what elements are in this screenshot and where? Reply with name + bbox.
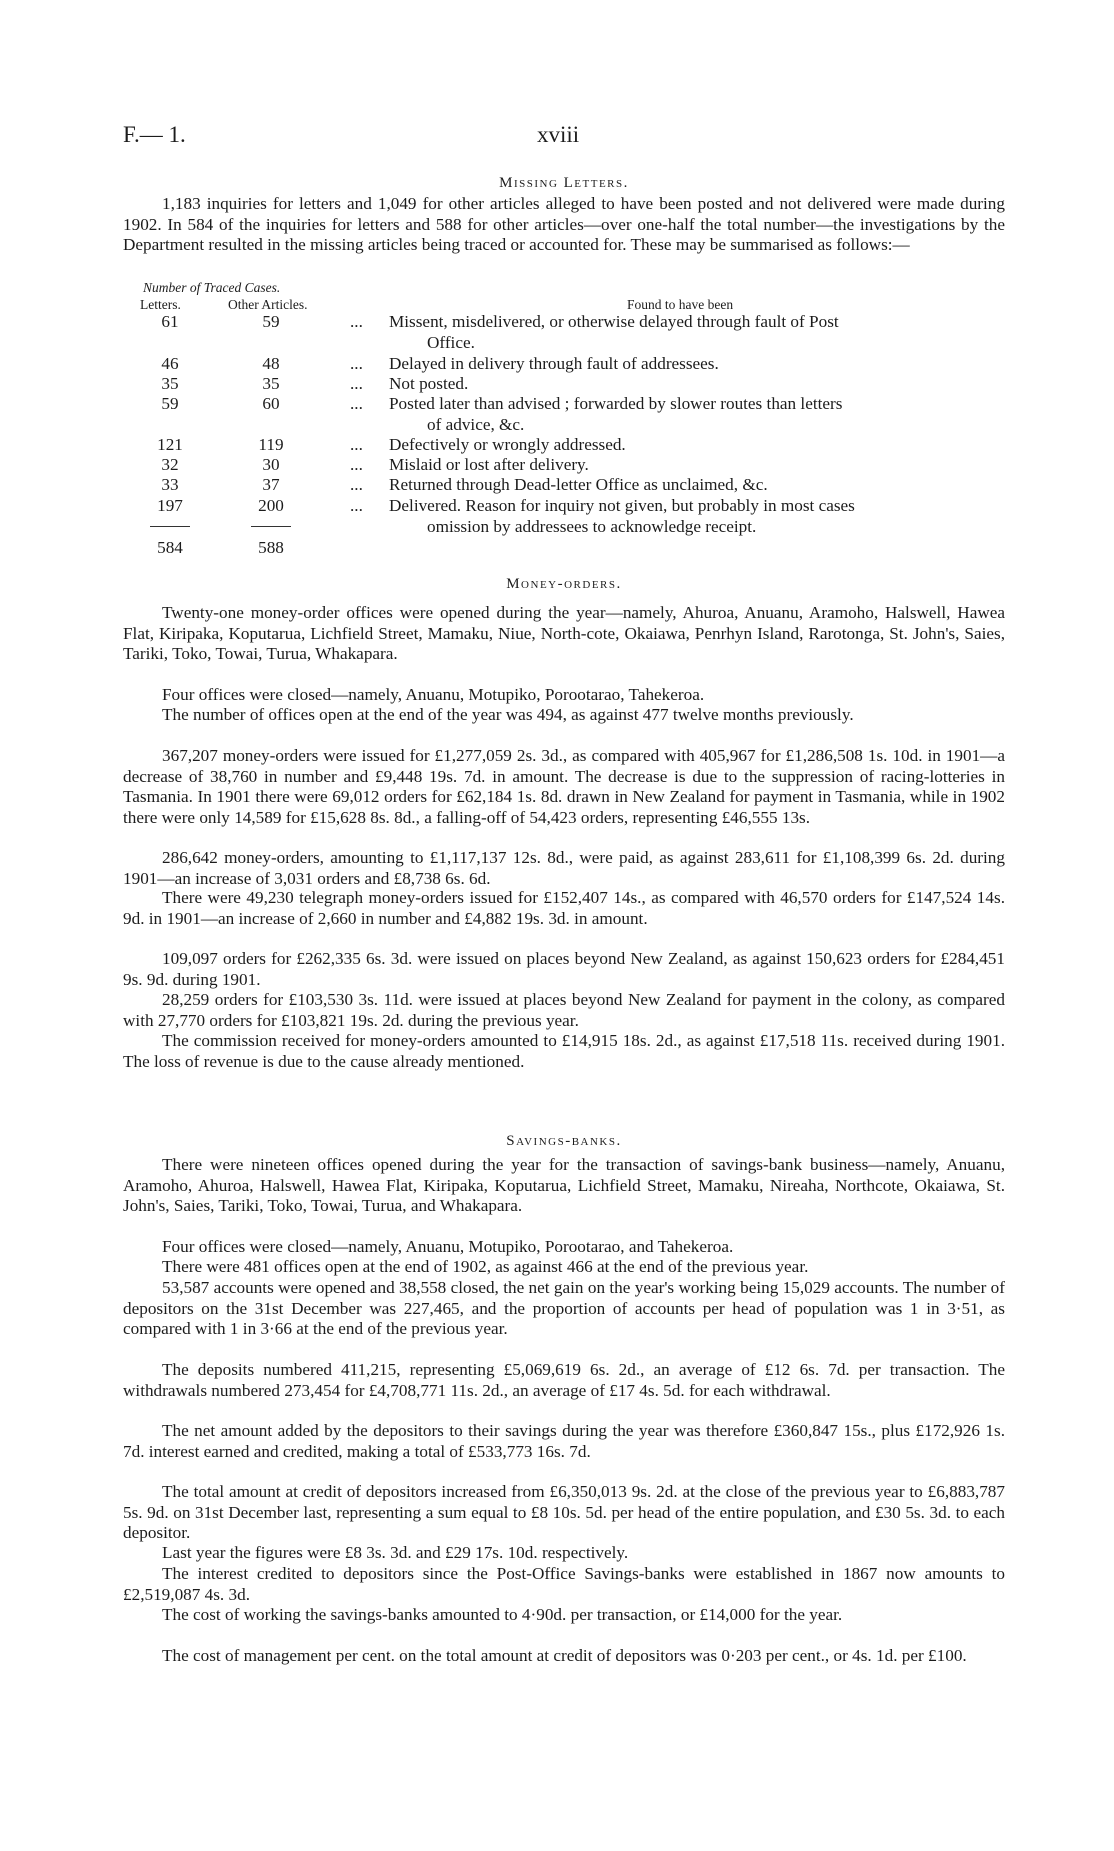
col-header-other-articles: Other Articles. bbox=[228, 297, 308, 312]
savings-banks-para-6: The net amount added by the depositors to their savings during the year was therefore £360,847 15s., plus £172,926 1s. 7d. interest earned and credited, making a total of £533,773 16s. 7d. bbox=[123, 1421, 1005, 1461]
savings-banks-para-7: The total amount at credit of depositors increased from £6,350,013 9s. 2d. at the close of the previous year to £6,883,787 5s. 9d. on 31st December last, representing a sum equal to £8 10s. 5d. per head of the entire population, and £30 5s. 3d. to each depositor. bbox=[123, 1482, 1005, 1542]
row-7-description: Returned through Dead-letter Office as unclaimed, &c. bbox=[389, 475, 768, 494]
row-3-dots: ... bbox=[350, 374, 363, 393]
row-7-other: 37 bbox=[262, 475, 280, 494]
row-1-dots: ... bbox=[350, 312, 363, 331]
money-orders-para-4: 367,207 money-orders were issued for £1,277,059 2s. 3d., as compared with 405,967 for £1,286,508 1s. 10d. in 1901—a decrease of 38,760 in number and £9,448 19s. 7d. in amount. The decrease is due to the suppression of racing-lotteries in Tasmania. In 1901 there were 69,012 orders for £62,184 1s. 8d. drawn in New Zealand for payment in Tasmania, while in 1902 there were only 14,589 for £15,628 8s. 8d., a falling-off of 54,423 orders, representing £46,555 13s. bbox=[123, 746, 1005, 827]
row-4-dots: ... bbox=[350, 394, 363, 413]
savings-banks-para-3: There were 481 offices open at the end of 1902, as against 466 at the end of the previous year. bbox=[162, 1257, 809, 1276]
row-4-desc-cont: of advice, &c. bbox=[427, 414, 525, 434]
total-letters: 584 bbox=[157, 538, 183, 557]
missing-letters-intro: 1,183 inquiries for letters and 1,049 for other articles alleged to have been posted and not delivered were made during 1902. In 584 of the inquiries for letters and 588 for other articles—over one-half the total number—the investigations by the Department resulted in the missing articles being traced or accounted for. These may be summarised as follows:— bbox=[123, 194, 1005, 254]
row-8-letters: 197 bbox=[157, 496, 183, 515]
page-number: xviii bbox=[537, 122, 580, 147]
savings-banks-para-1: There were nineteen offices opened during the year for the transaction of savings-bank business—namely, Anuanu, Aramoho, Ahuroa, Halswell, Hawea Flat, Kiripaka, Koputarua, Lichfield Street, Mamaku, Nireaha, Northcote, Okaiawa, St. John's, Saies, Tariki, Toko, Towai, Turua, and Whakapara. bbox=[123, 1155, 1005, 1215]
row-3-other: 35 bbox=[262, 374, 280, 393]
row-7-letters: 33 bbox=[161, 475, 179, 494]
savings-banks-para-2: Four offices were closed—namely, Anuanu, Motupiko, Porootarao, and Tahekeroa. bbox=[162, 1237, 734, 1256]
row-2-letters: 46 bbox=[161, 354, 179, 373]
row-5-other: 119 bbox=[258, 435, 284, 454]
table-group-label: Number of Traced Cases. bbox=[143, 280, 281, 295]
row-1-desc-cont: Office. bbox=[427, 332, 475, 352]
row-3-letters: 35 bbox=[161, 374, 179, 393]
money-orders-para-9: The commission received for money-orders amounted to £14,915 18s. 2d., as against £17,518 11s. received during 1901. The loss of revenue is due to the cause already mentioned. bbox=[123, 1031, 1005, 1071]
section-title-money-orders: Money-orders. bbox=[506, 576, 622, 592]
row-7-dots: ... bbox=[350, 475, 363, 494]
savings-banks-para-8: Last year the figures were £8 3s. 3d. and £29 17s. 10d. respectively. bbox=[162, 1543, 629, 1562]
row-8-description bbox=[389, 496, 1005, 537]
section-title-savings-banks: Savings-banks. bbox=[506, 1133, 622, 1149]
money-orders-para-5: 286,642 money-orders, amounting to £1,117,137 12s. 8d., were paid, as against 283,611 for £1,108,399 6s. 2d. during 1901—an increase of 3,031 orders and £8,738 6s. 6d. bbox=[123, 848, 1005, 888]
row-4-description bbox=[389, 394, 1005, 435]
row-1-desc-text: Missent, misdelivered, or otherwise delayed through fault of Post bbox=[389, 312, 839, 331]
row-1-other: 59 bbox=[262, 312, 280, 331]
row-6-other: 30 bbox=[262, 455, 280, 474]
row-4-other: 60 bbox=[262, 394, 280, 413]
section-title-missing-letters: Missing Letters. bbox=[499, 175, 629, 191]
savings-banks-para-9: The interest credited to depositors since the Post-Office Savings-banks were established in 1867 now amounts to £2,519,087 4s. 3d. bbox=[123, 1564, 1005, 1604]
money-orders-para-7: 109,097 orders for £262,335 6s. 3d. were issued on places beyond New Zealand, as against 150,623 orders for £284,451 9s. 9d. during 1901. bbox=[123, 949, 1005, 989]
row-1-description bbox=[389, 312, 1005, 353]
page-reference: F.— 1. bbox=[123, 122, 186, 147]
row-5-dots: ... bbox=[350, 435, 363, 454]
row-8-desc-cont: omission by addressees to acknowledge receipt. bbox=[427, 516, 757, 536]
row-6-dots: ... bbox=[350, 455, 363, 474]
money-orders-para-3: The number of offices open at the end of the year was 494, as against 477 twelve months previously. bbox=[162, 705, 854, 724]
savings-banks-para-10: The cost of working the savings-banks amounted to 4·90d. per transaction, or £14,000 for the year. bbox=[162, 1605, 843, 1624]
money-orders-para-1: Twenty-one money-order offices were opened during the year—namely, Ahuroa, Anuanu, Aramoho, Halswell, Hawea Flat, Kiripaka, Koputarua, Lichfield Street, Mamaku, Niue, North-cote, Okaiawa, Penrhyn Island, Rarotonga, St. John's, Saies, Tariki, Toko, Towai, Turua, Whakapara. bbox=[123, 603, 1005, 663]
money-orders-para-6: There were 49,230 telegraph money-orders issued for £152,407 14s., as compared with 46,570 orders for £147,524 14s. 9d. in 1901—an increase of 2,660 in number and £4,882 19s. 3d. in amount. bbox=[123, 888, 1005, 928]
row-3-description: Not posted. bbox=[389, 374, 469, 393]
col-header-found: Found to have been bbox=[627, 297, 734, 312]
row-8-other: 200 bbox=[258, 496, 284, 515]
row-5-description: Defectively or wrongly addressed. bbox=[389, 435, 626, 454]
savings-banks-para-11: The cost of management per cent. on the total amount at credit of depositors was 0·203 per cent., or 4s. 1d. per £100. bbox=[162, 1646, 967, 1665]
row-8-dots: ... bbox=[350, 496, 363, 515]
row-6-description: Mislaid or lost after delivery. bbox=[389, 455, 589, 474]
row-2-other: 48 bbox=[262, 354, 280, 373]
col-header-letters: Letters. bbox=[140, 297, 181, 312]
money-orders-para-2: Four offices were closed—namely, Anuanu, Motupiko, Porootarao, Tahekeroa. bbox=[162, 685, 705, 704]
total-other: 588 bbox=[258, 538, 284, 557]
money-orders-para-8: 28,259 orders for £103,530 3s. 11d. were issued at places beyond New Zealand for payment in the colony, as compared with 27,770 orders for £103,821 19s. 2d. during the previous year. bbox=[123, 990, 1005, 1030]
savings-banks-para-4: 53,587 accounts were opened and 38,558 closed, the net gain on the year's working being 15,029 accounts. The number of depositors on the 31st December was 227,465, and the proportion of accounts per head of population was 1 in 3·51, as compared with 1 in 3·66 at the end of the previous year. bbox=[123, 1278, 1005, 1338]
row-4-letters: 59 bbox=[161, 394, 179, 413]
row-6-letters: 32 bbox=[161, 455, 179, 474]
row-2-dots: ... bbox=[350, 354, 363, 373]
row-5-letters: 121 bbox=[157, 435, 183, 454]
savings-banks-para-5: The deposits numbered 411,215, representing £5,069,619 6s. 2d., an average of £12 6s. 7d. per transaction. The withdrawals numbered 273,454 for £4,708,771 11s. 2d., an average of £17 4s. 5d. for each withdrawal. bbox=[123, 1360, 1005, 1400]
row-2-description: Delayed in delivery through fault of addressees. bbox=[389, 354, 719, 373]
total-rule-letters bbox=[150, 526, 190, 527]
row-8-desc-text: Delivered. Reason for inquiry not given, but probably in most cases bbox=[389, 496, 855, 515]
total-rule-other bbox=[251, 526, 291, 527]
row-4-desc-text: Posted later than advised ; forwarded by slower routes than letters bbox=[389, 394, 843, 413]
row-1-letters: 61 bbox=[161, 312, 179, 331]
